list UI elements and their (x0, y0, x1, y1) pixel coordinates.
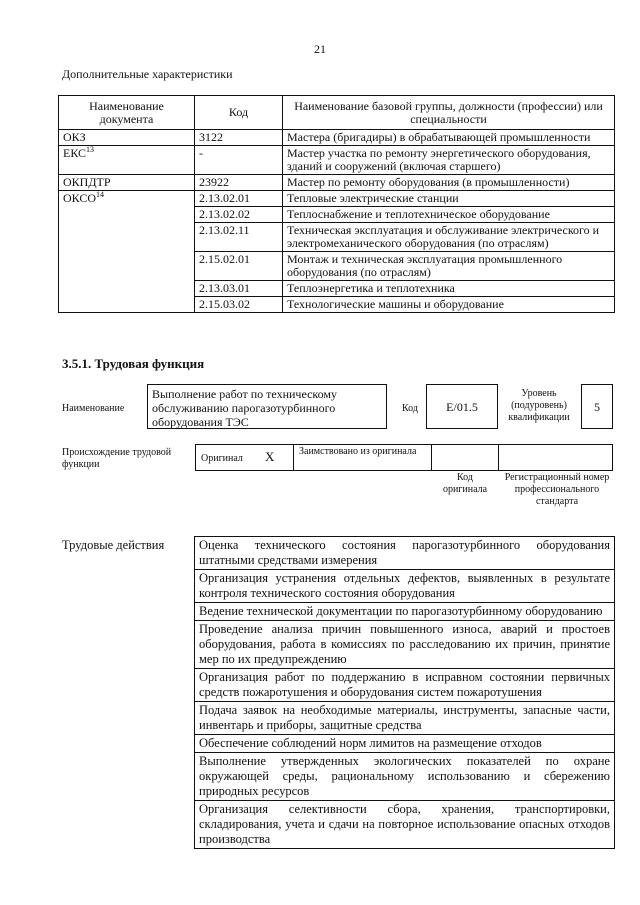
name-cell: Техническая эксплуатация и обслуживание электрического и электромеханического оборудования (по отраслям) (283, 223, 615, 252)
table-row-okpdtr (59, 175, 615, 191)
doc-cell: ОКЗ (59, 130, 195, 146)
additional-characteristics-table (58, 95, 615, 313)
doc-cell (59, 191, 195, 313)
header-code: Код (195, 96, 283, 130)
name-cell: Монтаж и техническая эксплуатация промышленного оборудования (по отраслям) (283, 252, 615, 281)
origin-divider (498, 444, 500, 471)
header-document: Наименование документа (59, 96, 195, 130)
action-item: Обеспечение соблюдений норм лимитов на размещение отходов (195, 735, 615, 753)
name-cell: Теплоэнергетика и теплотехника (283, 281, 615, 297)
doc-text: ЕКС (63, 146, 87, 160)
code-cell: 2.13.03.01 (195, 281, 283, 297)
origin-code-label: Код оригинала (442, 472, 488, 495)
name-cell: Тепловые электрические станции (283, 191, 615, 207)
code-cell: 3122 (195, 130, 283, 146)
code-cell: 2.13.02.01 (195, 191, 283, 207)
header-name: Наименование базовой группы, должности (профессии) или специальности (283, 96, 615, 130)
name-cell: Технологические машины и оборудование (283, 297, 615, 313)
table-row (58, 537, 615, 570)
table-row-okso (59, 191, 615, 207)
qualification-level: 5 (581, 384, 613, 429)
footnote-ref: 14 (96, 190, 105, 199)
qualification-level-label: Уровень (подуровень) квалификации (508, 388, 570, 423)
name-cell: Мастер участка по ремонту энергетического оборудования, зданий и сооружений (включая старшего) (283, 146, 615, 175)
function-code: E/01.5 (426, 384, 498, 429)
actions-label: Трудовые действия (62, 537, 165, 552)
origin-mark: X (265, 449, 275, 464)
action-item: Оценка технического состояния парогазотурбинного оборудования штатными средствами измерения (195, 537, 615, 570)
function-name-label: Наименование (62, 403, 125, 414)
doc-cell (59, 146, 195, 175)
section-title: 3.5.1. Трудовая функция (62, 356, 205, 371)
action-item: Ведение технической документации по парогазотурбинному оборудованию (195, 603, 615, 621)
action-item: Организация работ по поддержанию в исправном состоянии первичных средств пожаротушения и оборудования систем пожаротушения (195, 669, 615, 702)
doc-cell: ОКПДТР (59, 175, 195, 191)
code-cell: 2.13.02.02 (195, 207, 283, 223)
name-cell: Мастер по ремонту оборудования (в промышленности) (283, 175, 615, 191)
action-item: Проведение анализа причин повышенного износа, аварий и простоев оборудования, работа в комиссиях по расследованию их причин, принятие мер по их предупреждению (195, 621, 615, 669)
table-header-row (59, 96, 615, 130)
table-row-eks (59, 146, 615, 175)
code-cell: 2.13.02.11 (195, 223, 283, 252)
origin-original-label: Оригинал (201, 453, 243, 464)
origin-borrowed-label: Заимствовано из оригинала (299, 446, 417, 457)
additional-characteristics-title: Дополнительные характеристики (62, 67, 233, 81)
origin-divider (431, 444, 433, 471)
action-item: Организация селективности сбора, хранения, транспортировки, складирования, учета и сдачи на повторное использование опасных отходов производства (195, 801, 615, 849)
action-item: Выполнение утвержденных экологических показателей по охране окружающей среды, рациональному использованию и сбережению природных ресурсов (195, 753, 615, 801)
labor-actions-table (58, 536, 615, 849)
table-row-okz (59, 130, 615, 146)
name-cell: Теплоснабжение и теплотехническое оборудование (283, 207, 615, 223)
name-cell: Мастера (бригадиры) в обрабатывающей промышленности (283, 130, 615, 146)
action-item: Организация устранения отдельных дефектов, выявленных в результате контроля технического состояния оборудования (195, 570, 615, 603)
page-number: 21 (314, 42, 326, 56)
code-cell: 2.15.02.01 (195, 252, 283, 281)
action-item: Подача заявок на необходимые материалы, инструменты, запасные части, инвентарь и приборы, защитные средства (195, 702, 615, 735)
function-name: Выполнение работ по техническому обслуживанию парогазотурбинного оборудования ТЭС (147, 384, 387, 429)
origin-label: Происхождение трудовой функции (62, 447, 172, 470)
code-cell: 2.15.03.02 (195, 297, 283, 313)
origin-divider (293, 444, 295, 471)
code-cell: - (195, 146, 283, 175)
code-cell: 23922 (195, 175, 283, 191)
footnote-ref: 13 (86, 145, 95, 154)
doc-text: ОКСО (63, 191, 97, 205)
origin-reg-label: Регистрационный номер профессионального стандарта (504, 472, 610, 507)
code-label: Код (402, 403, 418, 414)
